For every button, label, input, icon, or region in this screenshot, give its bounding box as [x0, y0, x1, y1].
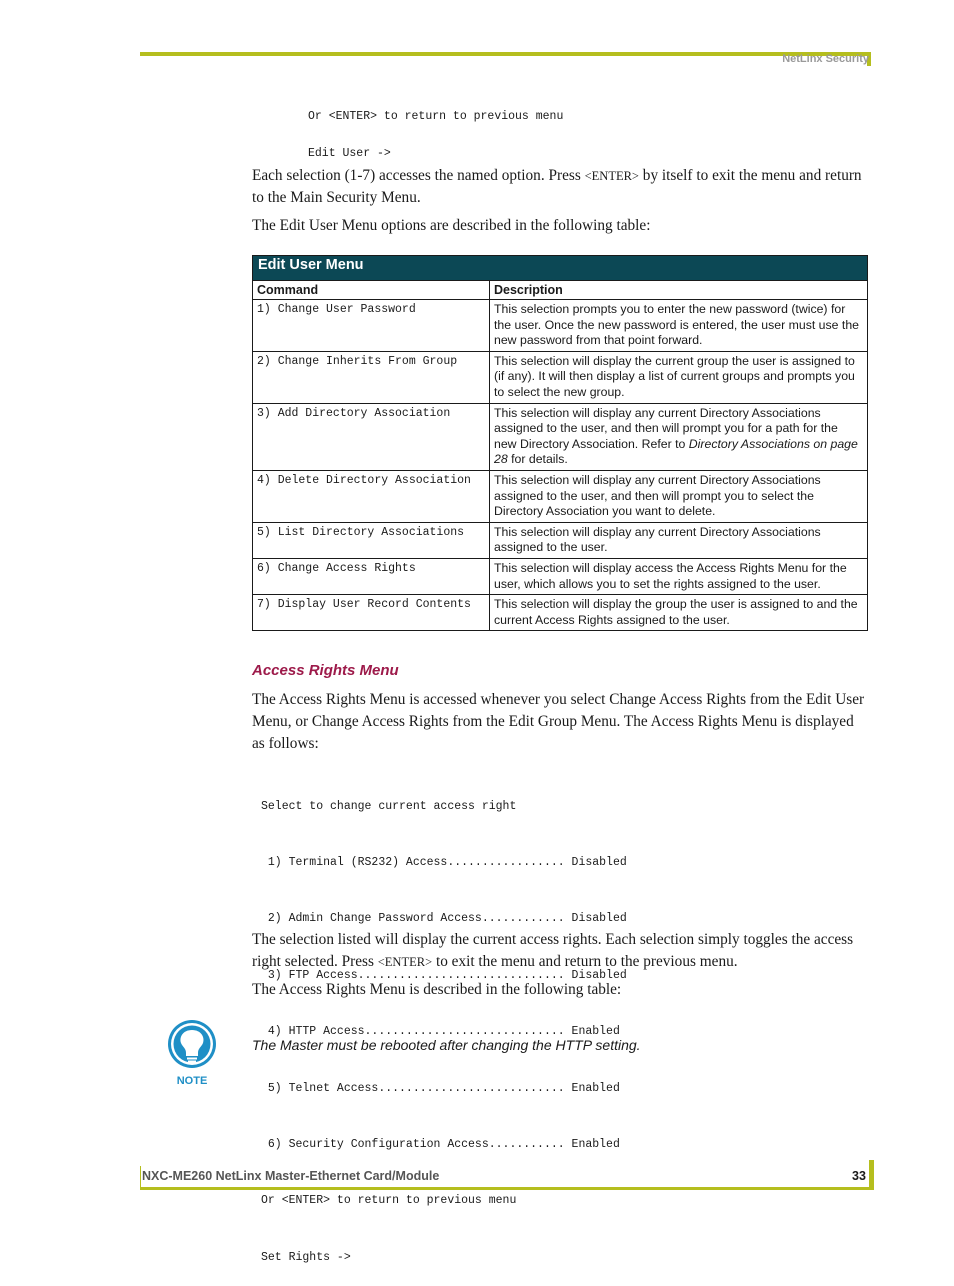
paragraph-selection: Each selection (1-7) accesses the named option. Press <ENTER> by itself to exit the menu and return to the Main Security Menu.	[252, 167, 862, 206]
column-header-description: Description	[490, 281, 868, 300]
paragraph-access-rights-table-intro: The Access Rights Menu is described in the following table:	[252, 981, 622, 998]
note-label: NOTE	[176, 1075, 208, 1087]
note-lightbulb-icon	[166, 1018, 218, 1088]
note-text: The Master must be rebooted after changing the HTTP setting.	[252, 1037, 641, 1053]
section-title: NetLinx Security	[782, 53, 869, 65]
code-line: 3) FTP Access.............................. Disabled	[261, 968, 627, 982]
command-cell: 6) Change Access Rights	[253, 558, 490, 594]
description-cell: This selection will display the group the user is assigned to and the current Access Rights assigned to the user.	[490, 595, 868, 631]
code-line: Select to change current access right	[261, 799, 517, 813]
description-cell: This selection will display any current Directory Associations assigned to the user.	[490, 522, 868, 558]
code-line: 2) Admin Change Password Access............ Disabled	[261, 912, 627, 926]
column-header-command: Command	[253, 281, 490, 300]
command-cell: 5) List Directory Associations	[253, 522, 490, 558]
footer-rule-cap	[869, 1160, 874, 1190]
footer-separator	[140, 1166, 141, 1188]
page-number: 33	[852, 1169, 866, 1183]
table-row	[253, 595, 868, 631]
footer-rule	[140, 1187, 874, 1190]
paragraph-table-intro: The Edit User Menu options are described in the following table:	[252, 217, 651, 234]
code-line: 1) Terminal (RS232) Access................. Disabled	[261, 855, 627, 869]
description-cell: This selection will display any current Directory Associations assigned to the user, and then will prompt you for a path for the new Directory Association. Refer to Directory Associations on page 28 for details.	[490, 403, 868, 470]
paragraph-access-rights-toggle: The selection listed will display the current access rights. Each selection simply toggles the access right selected. Press <ENTER> to exit the menu and return to the previous menu.	[252, 931, 854, 970]
table-row	[253, 403, 868, 470]
code-line-return: Or <ENTER> to return to previous menu	[308, 110, 564, 123]
command-cell: 2) Change Inherits From Group	[253, 351, 490, 403]
table-row	[253, 300, 868, 352]
header-rule	[140, 52, 871, 56]
code-line: 4) HTTP Access............................. Enabled	[261, 1025, 620, 1039]
table-title: Edit User Menu	[253, 256, 868, 281]
code-line: 6) Security Configuration Access........... Enabled	[261, 1137, 620, 1151]
command-cell: 1) Change User Password	[253, 300, 490, 352]
command-cell: 4) Delete Directory Association	[253, 470, 490, 522]
description-cell: This selection prompts you to enter the new password (twice) for the user. Once the new password is entered, the user must use the new password from that point forward.	[490, 300, 868, 352]
access-rights-heading: Access Rights Menu	[252, 662, 399, 679]
paragraph-access-rights-intro: The Access Rights Menu is accessed whenever you select Change Access Rights from the Edit User Menu, or Change Access Rights from the Edit Group Menu. The Access Rights Menu is displayed as follows:	[252, 691, 865, 752]
footer-document-title: NXC-ME260 NetLinx Master-Ethernet Card/Module	[142, 1169, 440, 1183]
table-row	[253, 351, 868, 403]
access-rights-code-block	[261, 760, 627, 1286]
code-line: Or <ENTER> to return to previous menu	[261, 1194, 517, 1208]
description-cell: This selection will display any current Directory Associations assigned to the user, and then will prompt you to select the Directory Association you want to delete.	[490, 470, 868, 522]
table-row	[253, 558, 868, 594]
edit-user-menu-table	[252, 255, 868, 631]
description-cell: This selection will display access the Access Rights Menu for the user, which allows you to set the rights assigned to the user.	[490, 558, 868, 594]
table-row	[253, 522, 868, 558]
command-cell: 3) Add Directory Association	[253, 403, 490, 470]
code-line-edit-user: Edit User ->	[308, 147, 391, 160]
code-line: 5) Telnet Access........................... Enabled	[261, 1081, 620, 1095]
description-cell: This selection will display the current group the user is assigned to (if any). It will then display a list of current groups and prompts you to select the new group.	[490, 351, 868, 403]
cross-reference-link[interactable]: Directory Associations on page 28	[494, 436, 858, 467]
command-cell: 7) Display User Record Contents	[253, 595, 490, 631]
table-row	[253, 470, 868, 522]
code-line: Set Rights ->	[261, 1250, 351, 1264]
